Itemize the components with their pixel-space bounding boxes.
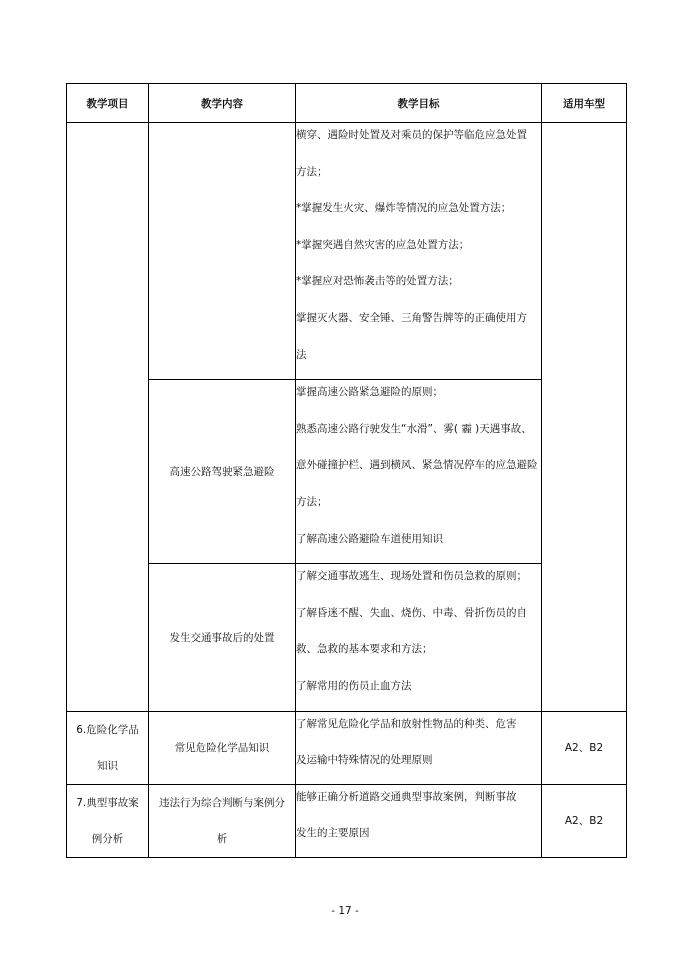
goal-line: 发生的主要原因 — [296, 826, 370, 839]
header-vehicle: 适用车型 — [542, 84, 627, 123]
project-cell — [67, 711, 149, 784]
table-row — [67, 123, 627, 380]
goal-line: 能够正确分析道路交通典型事故案例，判断事故 — [296, 790, 517, 803]
header-row — [67, 84, 627, 123]
goal-line: *掌握突遇自然灾害的应急处置方法； — [296, 238, 470, 251]
content-cell: 高速公路驾驶紧急避险 — [149, 380, 296, 564]
goal-line: 方法； — [296, 165, 328, 178]
project-cell-empty — [67, 123, 149, 712]
goal-cell — [296, 784, 542, 857]
goal-cell — [296, 380, 542, 564]
goal-cell — [296, 711, 542, 784]
project-cell — [67, 784, 149, 857]
goal-line: 意外碰撞护栏、遇到横风、紧急情况停车的应急避险 — [296, 459, 538, 472]
content-cell-empty — [149, 123, 296, 380]
header-content: 教学内容 — [149, 84, 296, 123]
content-cell: 常见危险化学品知识 — [149, 711, 296, 784]
project-label: 7.典型事故案例分析 — [76, 796, 139, 845]
goal-line: 救、急救的基本要求和方法； — [296, 643, 433, 656]
goal-line: *掌握应对恐怖袭击等的处置方法； — [296, 275, 459, 288]
vehicle-cell: A2、B2 — [542, 784, 627, 857]
page-number: - 17 - — [331, 905, 359, 917]
goal-line: 了解昏迷不醒、失血、烧伤、中毒、骨折伤员的自 — [296, 606, 527, 619]
goal-cell — [296, 123, 542, 380]
curriculum-table — [66, 83, 627, 858]
header-project: 教学项目 — [67, 84, 149, 123]
goal-line: 及运输中特殊情况的处理原则 — [296, 753, 433, 766]
goal-line: 方法； — [296, 495, 328, 508]
content-label: 违法行为综合判断与案例分析 — [159, 796, 285, 845]
vehicle-cell-empty — [542, 123, 627, 712]
goal-line: 掌握灭火器、安全锤、三角警告牌等的正确使用方 — [296, 311, 527, 324]
table-row — [67, 711, 627, 784]
content-cell: 发生交通事故后的处置 — [149, 564, 296, 711]
goal-line: 了解高速公路避险车道使用知识 — [296, 532, 443, 545]
header-goal: 教学目标 — [296, 84, 542, 123]
goal-cell — [296, 564, 542, 711]
goal-line: *掌握发生火灾、爆炸等情况的应急处置方法； — [296, 202, 512, 215]
goal-line: 法 — [296, 348, 307, 361]
project-label: 6.危险化学品知识 — [76, 723, 139, 772]
goal-line: 了解常见危险化学品和放射性物品的种类、危害 — [296, 717, 517, 730]
goal-line: 了解常用的伤员止血方法 — [296, 679, 412, 692]
table-row — [67, 784, 627, 857]
content-cell — [149, 784, 296, 857]
vehicle-cell: A2、B2 — [542, 711, 627, 784]
goal-line: 掌握高速公路紧急避险的原则； — [296, 386, 443, 399]
goal-line: 熟悉高速公路行驶发生“水滑”、雾( 霾 )天遇事故、 — [296, 422, 532, 435]
goal-line: 了解交通事故逃生、现场处置和伤员急救的原则； — [296, 570, 527, 583]
goal-line: 横穿、遇险时处置及对乘员的保护等临危应急处置 — [296, 129, 527, 141]
